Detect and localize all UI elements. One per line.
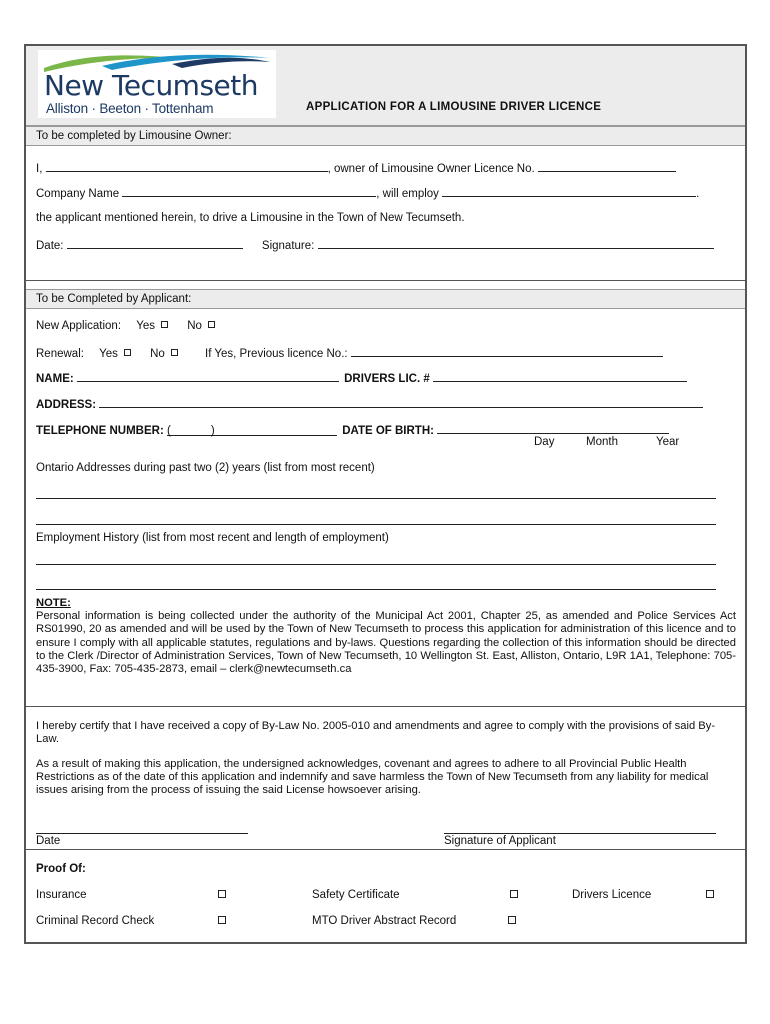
applicant-date-field[interactable]: [36, 833, 248, 834]
form-title: APPLICATION FOR A LIMOUSINE DRIVER LICENCE: [306, 101, 602, 113]
form-header: [26, 46, 745, 126]
dob-label: DATE OF BIRTH:: [342, 425, 434, 437]
bylaw-certification: I hereby certify that I have received a copy of By-Law No. 2005-010 and amendments and agree to comply with the provisions of said By-Law.: [36, 720, 716, 746]
employee-field[interactable]: [442, 186, 696, 197]
company-label: Company Name: [36, 188, 120, 200]
employment-label: Employment History (list from most recent and length of employment): [36, 532, 389, 544]
area-code-close: ): [210, 425, 215, 437]
new-app-no-checkbox[interactable]: [208, 321, 215, 328]
insurance-label: Insurance: [36, 889, 87, 901]
drivers-licence-checkbox-wrap: [700, 889, 714, 901]
health-acknowledgement: As a result of making this application, the undersigned acknowledges, covenant and agrees to adhere to all Provincial Public Health Restrictions as of the date of this application and indemnify and save harmless the Town of New Tecumseth from any liability for medical issues arising from the process of issuing the said License howsoever arising.: [36, 758, 709, 797]
applicant-section-label: To be Completed by Applicant:: [36, 293, 192, 305]
owner-licence-field[interactable]: [538, 161, 676, 172]
drivers-lic-label: DRIVERS LIC. #: [344, 373, 430, 385]
owner-section-label: To be completed by Limousine Owner:: [36, 130, 232, 142]
telephone-field[interactable]: [167, 425, 337, 436]
previous-licence-label: If Yes, Previous licence No.:: [205, 348, 348, 360]
dob-day-label: Day: [534, 436, 555, 448]
proof-heading: Proof Of:: [36, 863, 86, 875]
insurance-checkbox-wrap: [212, 889, 226, 901]
new-app-yes-label: Yes: [136, 320, 155, 332]
note-heading: NOTE:: [36, 597, 71, 609]
logo-subtitle: Alliston · Beeton · Tottenham: [46, 101, 214, 116]
note-text: Personal information is being collected under the authority of the Municipal Act 2001, Chapter 25, as amended and Police Services Act RS01990, 20 as amended and will be used by the Town of New Tecumseth to process this application for administration of this licence and to ensure I comply with all applicable statutes, regulations and by-laws. Questions regarding the collection of this information should be directed to the Clerk /Director of Administration Services, Town of New Tecumseth, 10 Wellington St. East, Alliston, Ontario, L9R 1A1, Telephone: 705-435-3900, Fax: 705-435-2873, email – clerk@newtecumseth.ca: [36, 610, 736, 676]
logo-name: New Tecumseth: [44, 69, 258, 102]
i-label: I,: [36, 163, 43, 175]
address-row: [36, 397, 703, 411]
end-period: .: [696, 188, 700, 200]
address-field[interactable]: [99, 397, 703, 408]
employ-text: , will employ: [376, 188, 439, 200]
criminal-checkbox-wrap: [212, 915, 226, 927]
privacy-note: [36, 597, 736, 676]
owner-licence-text: , owner of Limousine Owner Licence No.: [327, 163, 535, 175]
renewal-label: Renewal:: [36, 348, 84, 360]
applicant-date-label: Date: [36, 835, 61, 847]
renewal-yes-label: Yes: [99, 348, 118, 360]
name-row: [36, 371, 687, 385]
mto-abstract-checkbox[interactable]: [508, 916, 516, 924]
applicant-section-bar: [26, 289, 745, 309]
employment-history-line-1[interactable]: [36, 564, 716, 565]
mto-checkbox-wrap: [502, 915, 516, 927]
drivers-lic-field[interactable]: [433, 371, 687, 382]
applicant-signature-field[interactable]: [444, 833, 716, 834]
section-divider: [26, 849, 745, 850]
telephone-row: [36, 423, 669, 437]
renewal-yes-checkbox[interactable]: [124, 349, 131, 356]
dob-year-label: Year: [656, 436, 680, 448]
insurance-checkbox[interactable]: [218, 890, 226, 898]
section-divider: [26, 280, 745, 281]
owner-signature-field[interactable]: [318, 238, 714, 249]
telephone-label: TELEPHONE NUMBER:: [36, 425, 164, 437]
dob-month-label: Month: [586, 436, 618, 448]
renewal-row: [36, 346, 663, 360]
owner-statement: the applicant mentioned herein, to drive a Limousine in the Town of New Tecumseth.: [36, 212, 465, 224]
employment-history-line-2[interactable]: [36, 589, 716, 590]
owner-line-4: [36, 238, 714, 252]
applicant-signature-label: Signature of Applicant: [444, 835, 556, 847]
owner-line-2: [36, 186, 699, 200]
safety-certificate-label: Safety Certificate: [312, 889, 400, 901]
owner-line-1: [36, 161, 676, 175]
name-label: NAME:: [36, 373, 74, 385]
section-divider: [26, 706, 745, 707]
address-history-line-1[interactable]: [36, 498, 716, 499]
dob-field[interactable]: [437, 423, 669, 434]
new-app-no-label: No: [187, 320, 202, 332]
new-application-row: [36, 320, 215, 332]
renewal-no-label: No: [150, 348, 165, 360]
town-logo: [38, 50, 276, 118]
address-history-line-2[interactable]: [36, 524, 716, 525]
new-application-label: New Application:: [36, 320, 122, 332]
safety-checkbox-wrap: [504, 889, 518, 901]
drivers-licence-label: Drivers Licence: [572, 889, 652, 901]
mto-abstract-label: MTO Driver Abstract Record: [312, 915, 457, 927]
owner-date-field[interactable]: [67, 238, 243, 249]
name-field[interactable]: [77, 371, 339, 382]
address-label: ADDRESS:: [36, 399, 97, 411]
safety-certificate-checkbox[interactable]: [510, 890, 518, 898]
criminal-record-checkbox[interactable]: [218, 916, 226, 924]
renewal-no-checkbox[interactable]: [171, 349, 178, 356]
new-app-yes-checkbox[interactable]: [161, 321, 168, 328]
addresses-label: Ontario Addresses during past two (2) years (list from most recent): [36, 462, 375, 474]
owner-signature-label: Signature:: [261, 240, 315, 252]
owner-name-field[interactable]: [46, 161, 328, 172]
area-code-open: (: [166, 425, 171, 437]
owner-section-bar: [26, 126, 745, 146]
criminal-record-label: Criminal Record Check: [36, 915, 155, 927]
application-form: [24, 44, 747, 944]
company-name-field[interactable]: [122, 186, 376, 197]
owner-date-label: Date:: [36, 240, 64, 252]
previous-licence-field[interactable]: [351, 346, 663, 357]
drivers-licence-checkbox[interactable]: [706, 890, 714, 898]
